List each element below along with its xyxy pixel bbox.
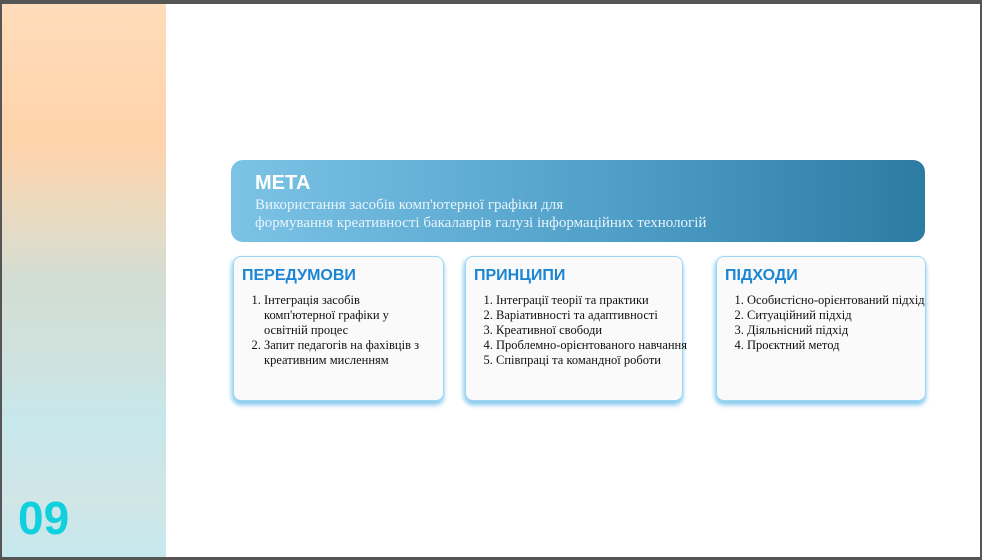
list-item: 4. Проєктний метод xyxy=(747,338,927,353)
goal-title: МЕТА xyxy=(255,172,311,194)
list-item: 5. Співпраці та командної роботи xyxy=(496,353,691,368)
card-title: ПЕРЕДУМОВИ xyxy=(242,267,356,284)
list-item: 1. Інтеграції теорії та практики xyxy=(496,293,691,308)
list-item: 1. Особистісно-орієнтований підхід xyxy=(747,293,927,308)
goal-text xyxy=(255,196,706,232)
list-item: 1. Інтеграція засобів комп'ютерної графіки у освітній процес xyxy=(264,293,434,338)
list-item: 3. Креативної свободи xyxy=(496,323,691,338)
list-item: 2. Запит педагогів на фахівців з креативним мисленням xyxy=(264,338,434,368)
goal-line: формування креативності бакалаврів галузі інформаційних технологій xyxy=(255,215,707,231)
slide-number: 09 xyxy=(18,492,70,544)
card-title: ПРИНЦИПИ xyxy=(474,267,566,284)
card-principles xyxy=(465,256,687,401)
list-item: 2. Варіативності та адаптивності xyxy=(496,308,691,323)
card-title: ПІДХОДИ xyxy=(725,267,798,284)
card-approaches xyxy=(716,256,926,401)
slide xyxy=(2,4,980,557)
side-panel xyxy=(2,4,166,557)
list-item: 3. Діяльнісний підхід xyxy=(747,323,927,338)
goal-banner xyxy=(231,160,925,242)
list-item: 2. Ситуаційний підхід xyxy=(747,308,927,323)
card-prerequisites xyxy=(233,256,444,401)
list-item: 4. Проблемно-орієнтованого навчання xyxy=(496,338,691,353)
goal-line: Використання засобів комп'ютерної графіки для xyxy=(255,197,564,213)
